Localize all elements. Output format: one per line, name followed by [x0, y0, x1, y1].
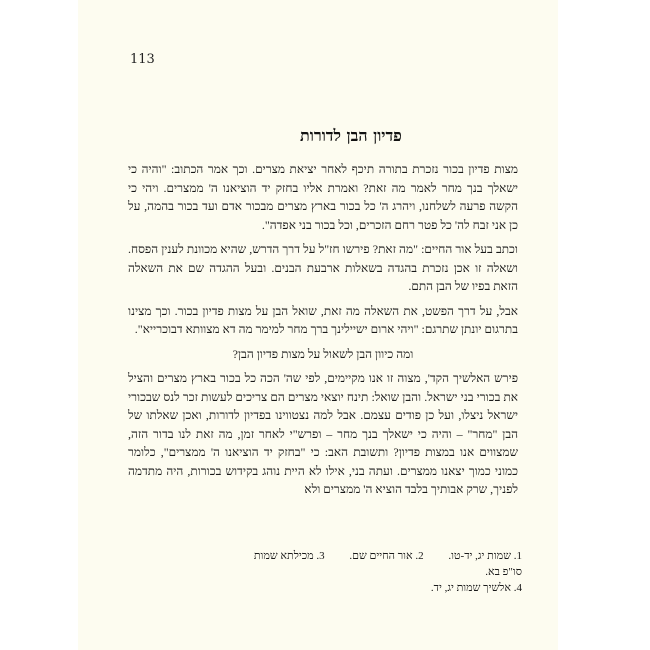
question-line: ומה כיוון הבן לשאול על מצות פדיון הבן? — [232, 346, 414, 361]
paragraph: וכתב בעל אור החיים: "מה זאת? פירשו חז"ל על דרך הדרש, שהיא מכוונת לענין הפסח. ושאלה זו אכן נזכרת בהגדה בשאלות ארבעת הבנים. ובעל ההגדה שם את השאלה הזאת בפיו של הבן התם. — [128, 242, 518, 293]
footnote-2: 2. אור החיים שם. — [349, 550, 424, 562]
page-number: 113 — [130, 52, 155, 67]
paragraph: אבל, על דרך הפשט, את השאלה מה זאת, שואל הבן על מצות פדיון בכור. וכך מצינו בתרגום יונתן שתרגם: "ויהי ארום ישיילינך ברך מחר למימר מה דא מצוותא דבוכרייא". — [128, 303, 518, 336]
footnote-row — [232, 580, 522, 596]
paragraph: מצות פדיון בכור נזכרת בתורה תיכף לאחר יציאת מצרים. וכך אמר הכתוב: "והיה כי ישאלך בנך מחר לאמר מה זאת? ואמרת אליו בחזק יד הוציאנו ה' ממצרים. ויהי כי הקשה פרעה לשלחנו, ויהרג ה' כל בכור בארץ מצרים מבכור אדם ועד בכור בהמה, על כן אני זבח לה' כל פטר רחם הזכרים, וכל בכור בני אפדה". — [128, 162, 518, 232]
footnote-3: 3. מכילתא שמות סו"פ בא. — [253, 550, 522, 578]
footnote-1: 1. שמות יג, יד-טו. — [448, 550, 522, 562]
paragraph: פירש האלשיך הקד', מצוה זו אנו מקיימים, לפי שה' הכה כל בכור בארץ מצרים והציל את בכורי בני ישראל. והבן שואל: תינח יוצאי מצרים הם צריכים לעשות זכר לנס שבכורי ישראל ניצלו, ועל כן פודים עצמם. אבל למה נצטווינו בפדיון לדורות, ואכן שאלתו של הבן "מחר" – והיה כי ישאלך בנך מחר – ופרש"י לאחר זמן, מה זאת לנו בדור הזה, שמצווים אנו במצות פדיון? ותשובת האב: כי "בחזק יד הוציאנו ה' ממצרים", כלומר כמוני כמוך יצאנו ממצרים. ועתה בני, אילו לא היית נוהג בקידוש בכורות, היה מתדמה לפניך, שרק אבותיך בלבד הוציא ה' ממצרים ולא — [128, 371, 518, 496]
body-text — [128, 160, 518, 505]
chapter-title: פדיון הבן לדורות — [300, 126, 402, 145]
footnotes — [232, 548, 522, 596]
footnote-row — [232, 548, 522, 580]
footnote-4: 4. אלשיך שמות יג, יד. — [430, 582, 522, 594]
